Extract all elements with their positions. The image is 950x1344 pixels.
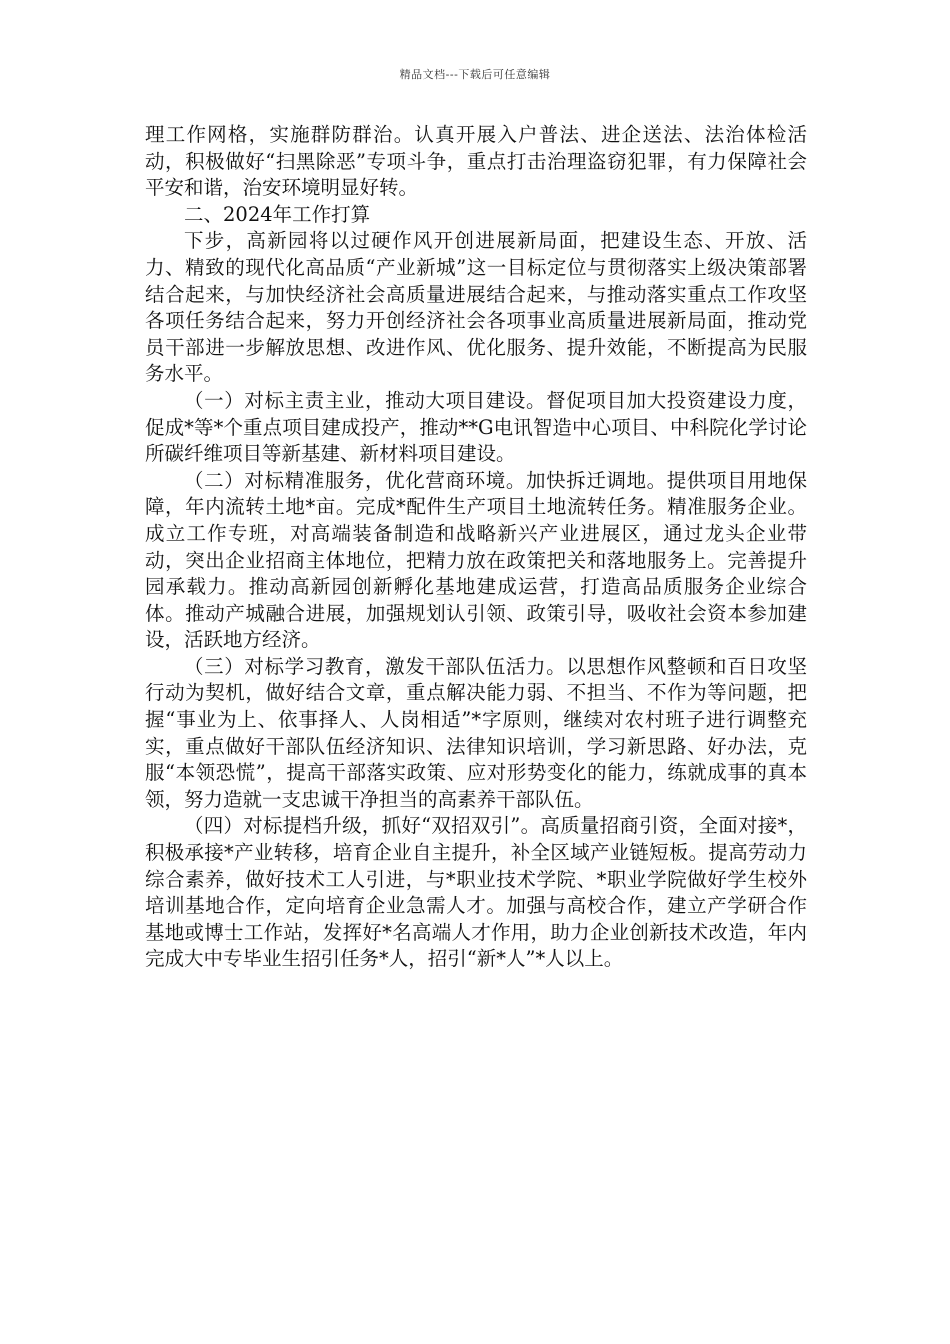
paragraph-item-1: （一）对标主责主业，推动大项目建设。督促项目加大投资建设力度， 促成*等*个重点项目建成投产，推动**G电讯智造中心项目、中科院化学讨论所碳纤维项目等新基建、新材料项目建设。	[145, 388, 807, 466]
paragraph-item-4: （四）对标提档升级，抓好“双招双引”。高质量招商引资，全面对接*，积极承接*产业转移，培育企业自主提升，补全区域产业链短板。提高劳动力综合素养，做好技术工人引进，与*职业技术学院、*职业学院做好学生校外培训基地合作，定向培育企业急需人才。加强与高校合作，建立产学研合作基地或博士工作站，发挥好*名高端人才作用，助力企业创新技术改造，年内完成大中专毕业生招引任务*人，招引“新*人”*人以上。	[145, 814, 807, 971]
page-header: 精品文档---下载后可任意编辑	[399, 68, 551, 81]
paragraph-item-3: （三）对标学习教育，激发干部队伍活力。以思想作风整顿和百日攻坚行动为契机，做好结合文章，重点解决能力弱、不担当、不作为等问题，把握“事业为上、依事择人、人岗相适”*字原则，继续对农村班子进行调整充实，重点做好干部队伍经济知识、法律知识培训，学习新思路、好办法，克服“本领恐慌”，提高干部落实政策、应对形势变化的能力，练就成事的真本领，努力造就一支忠诚干净担当的高素养干部队伍。	[145, 654, 807, 811]
paragraph-continuation: 理工作网格，实施群防群治。认真开展入户普法、进企送法、法治体检活动，积极做好“扫黑除恶”专项斗争，重点打击治理盗窃犯罪，有力保障社会平安和谐，治安环境明显好转。	[145, 123, 807, 200]
section-heading: 二、2024年工作打算	[184, 202, 371, 226]
paragraph-item-2: （二）对标精准服务，优化营商环境。加快拆迁调地。提供项目用地保障，年内流转土地*亩。完成*配件生产项目土地流转任务。精准服务企业。成立工作专班，对高端装备制造和战略新兴产业进展区，通过龙头企业带动，突出企业招商主体地位，把精力放在政策把关和落地服务上。完善提升园承载力。推动高新园创新孵化基地建成运营，打造高品质服务企业综合体。推动产城融合进展，加强规划认引领、政策引导，吸收社会资本参加建设，活跃地方经济。	[145, 468, 807, 652]
document-body	[145, 122, 807, 973]
paragraph-intro: 下步，高新园将以过硬作风开创进展新局面，把建设生态、开放、活力、精致的现代化高品质“产业新城”这一目标定位与贯彻落实上级决策部署结合起来，与加快经济社会高质量进展结合起来，与推动落实重点工作攻坚各项任务结合起来，努力开创经济社会各项事业高质量进展新局面，推动党员干部进一步解放思想、改进作风、优化服务、提升效能，不断提高为民服务水平。	[145, 229, 807, 386]
